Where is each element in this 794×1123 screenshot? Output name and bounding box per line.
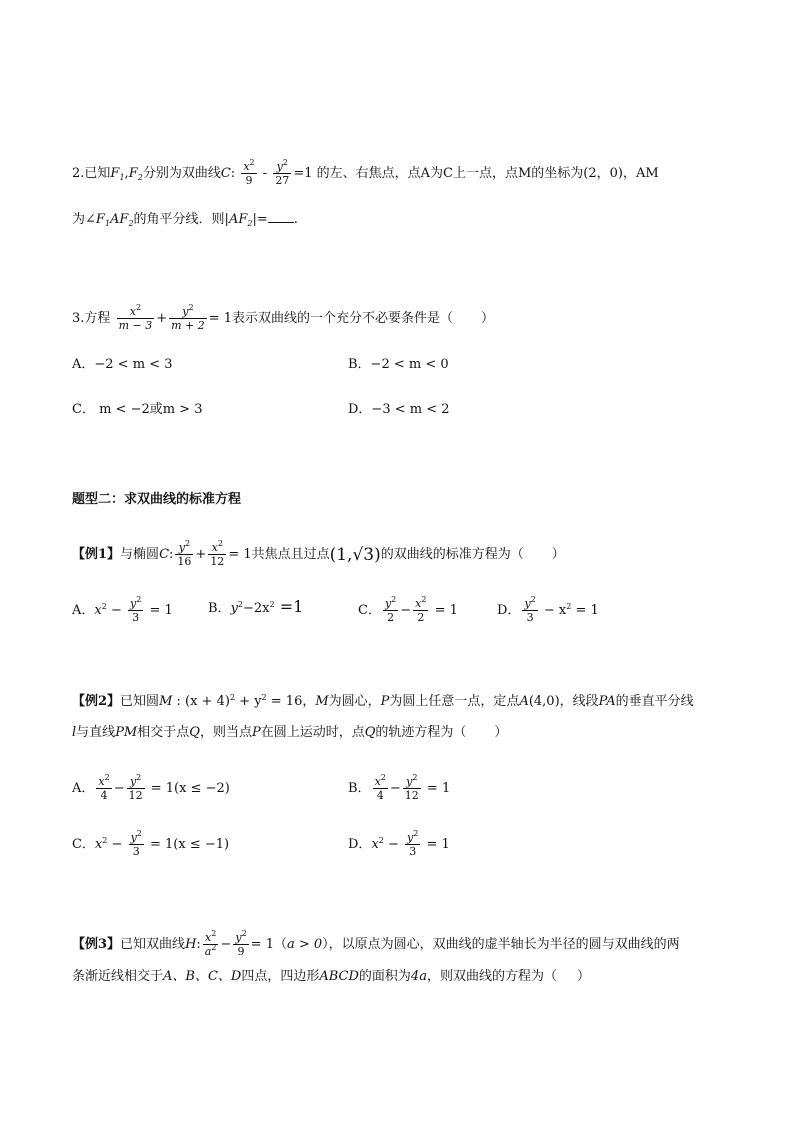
text: P [251, 725, 261, 740]
fraction-y2-m-2: $\frac{y^2}{m + 2}$ [171, 303, 205, 332]
example-2-stem-line-2 [72, 723, 507, 743]
text: − [220, 937, 232, 952]
text: PA [598, 694, 616, 709]
example-3-stem-line-2 [72, 967, 590, 987]
option-c[interactable]: C． m < −2或m > 3 [72, 402, 203, 417]
text: 的角平分线．则| [133, 212, 229, 227]
text: 的轨迹方程为（ [375, 725, 467, 740]
problem-3-stem [72, 305, 494, 332]
fraction-y2-27: $\frac{y^2}{27}$ [275, 158, 290, 187]
text: 为圆心， [328, 694, 381, 709]
example-1-option-a[interactable]: A．$x^2$ − $\frac{y^2}{3}$ = 1 [72, 595, 173, 624]
text: A、B、C、D [163, 969, 242, 984]
text: 在圆上运动时，点 [260, 725, 365, 740]
text: = 1（ [250, 937, 287, 952]
fraction-y2-9: $\frac{y^2}{9}$ [235, 929, 247, 958]
text: P [380, 694, 390, 709]
problem-2-line-2 [72, 210, 298, 230]
text: . [293, 212, 298, 227]
text: ，线段 [559, 694, 599, 709]
text: 的垂直平分线 [615, 694, 694, 709]
text: - [262, 166, 268, 181]
fraction-y2-16: $\frac{y^2}{16}$ [177, 539, 192, 568]
example-1-option-d[interactable]: D． $\frac{y^2}{3}$ − $x^2 = 1$ [497, 595, 599, 624]
condition: a > 0 [286, 937, 323, 952]
text: 已知 [84, 166, 111, 181]
circle-name: M [159, 694, 173, 709]
problem-2-line-1 [72, 160, 659, 187]
section-title: 题型二：求双曲线的标准方程 [72, 492, 242, 507]
focus-f1: $F_1$ [110, 166, 125, 182]
example-1-stem [72, 541, 565, 568]
option-d[interactable]: D．−3 < m < 2 [348, 402, 450, 417]
text: ABCD [319, 969, 359, 984]
text: 分别为双曲线 [142, 166, 221, 181]
text: 四点，四边形 [241, 969, 320, 984]
fraction-x2-12: $\frac{x^2}{12}$ [210, 539, 225, 568]
text: ） [551, 547, 565, 562]
text: + [156, 311, 168, 326]
text: : [196, 937, 201, 952]
fraction-x2-m-3: $\frac{x^2}{m - 3}$ [118, 303, 153, 332]
curve-name: C [159, 547, 170, 562]
text: 为∠ [72, 212, 96, 227]
text: l [72, 725, 77, 740]
text: 已知双曲线 [120, 937, 186, 952]
option-b[interactable]: B．−2 < m < 0 [348, 357, 449, 372]
example-tag: 【例1】 [72, 547, 121, 562]
text: ） [576, 969, 590, 984]
text: ，则双曲线的方程为（ [426, 969, 557, 984]
text: PM [115, 725, 138, 740]
example-3-stem-line-1 [72, 931, 680, 958]
curve-name: C [220, 166, 231, 181]
text: 与直线 [76, 725, 116, 740]
text: 与椭圆 [120, 547, 160, 562]
angle-expression: $F_1AF_2$ [95, 212, 134, 228]
text: Q [189, 725, 200, 740]
text: ，则当点 [199, 725, 252, 740]
text: 相交于点 [137, 725, 190, 740]
text: 的左、右焦点，点A为C上一点，点M的坐标为(2，0)，AM [316, 166, 659, 181]
fraction-x2-9: $\frac{x^2}{9}$ [243, 158, 255, 187]
curve-name: H [185, 937, 197, 952]
text: = 1共焦点且过点 [228, 547, 330, 562]
example-2-option-c[interactable]: C．$x^2$ − $\frac{y^2}{3}$ = 1(x ≤ −1) [72, 829, 230, 858]
example-tag: 【例3】 [72, 937, 121, 952]
text: 的双曲线的标准方程为（ [380, 547, 524, 562]
text: , [124, 166, 129, 181]
text: 的面积为 [358, 969, 411, 984]
problem-number: 2. [72, 166, 85, 181]
example-2-stem-line-1 [72, 692, 694, 712]
circle-equation: : $(x + 4)^2 + y^2 = 16$， [172, 693, 316, 709]
text: Q [364, 725, 376, 740]
text: M [315, 694, 329, 709]
example-2-option-b[interactable]: B． $\frac{x^2}{4}$ − $\frac{y^2}{12}$ = 1 [348, 773, 451, 802]
point-4-0: (4,0) [528, 694, 560, 709]
text: 方程 [84, 311, 111, 326]
answer-blank[interactable] [268, 210, 294, 223]
text: : [169, 547, 174, 562]
text: 为圆上任意一点，定点 [389, 694, 520, 709]
point-1-sqrt3: (1,√3) [329, 545, 381, 565]
problem-number: 3. [72, 311, 85, 326]
text: ），以原点为圆心，双曲线的虚半轴长为半径的圆与双曲线的两 [322, 937, 680, 952]
text: = 1表示双曲线的一个充分不必要条件是（ [208, 311, 454, 326]
example-1-option-b[interactable]: B．$y^2-2x^2 =1$ [208, 597, 304, 616]
text: : [230, 166, 236, 181]
abs-af2: $AF_2$ [228, 212, 253, 228]
text: |= [252, 212, 268, 227]
text: 条渐近线相交于 [72, 969, 164, 984]
text: + [195, 547, 207, 562]
text: A [519, 694, 529, 709]
text: ） [494, 725, 508, 740]
focus-f2: $F_2$ [128, 166, 143, 182]
text: 已知圆 [120, 694, 160, 709]
example-tag: 【例2】 [72, 694, 121, 709]
text: ） [481, 311, 495, 326]
text: 4a [410, 969, 427, 984]
example-2-option-d[interactable]: D．$x^2$ − $\frac{y^2}{3}$ = 1 [348, 829, 450, 858]
option-a[interactable]: A．−2 < m < 3 [72, 357, 173, 372]
example-2-option-a[interactable]: A． $\frac{x^2}{4}$ − $\frac{y^2}{12}$ = 1(x ≤ −2) [72, 773, 230, 802]
example-1-option-c[interactable]: C． $\frac{y^2}{2}$ − $\frac{x^2}{2}$ = 1 [358, 595, 458, 624]
text: =1 [293, 166, 313, 181]
fraction-x2-a2: $\frac{x^2}{a^2}$ [204, 929, 217, 958]
